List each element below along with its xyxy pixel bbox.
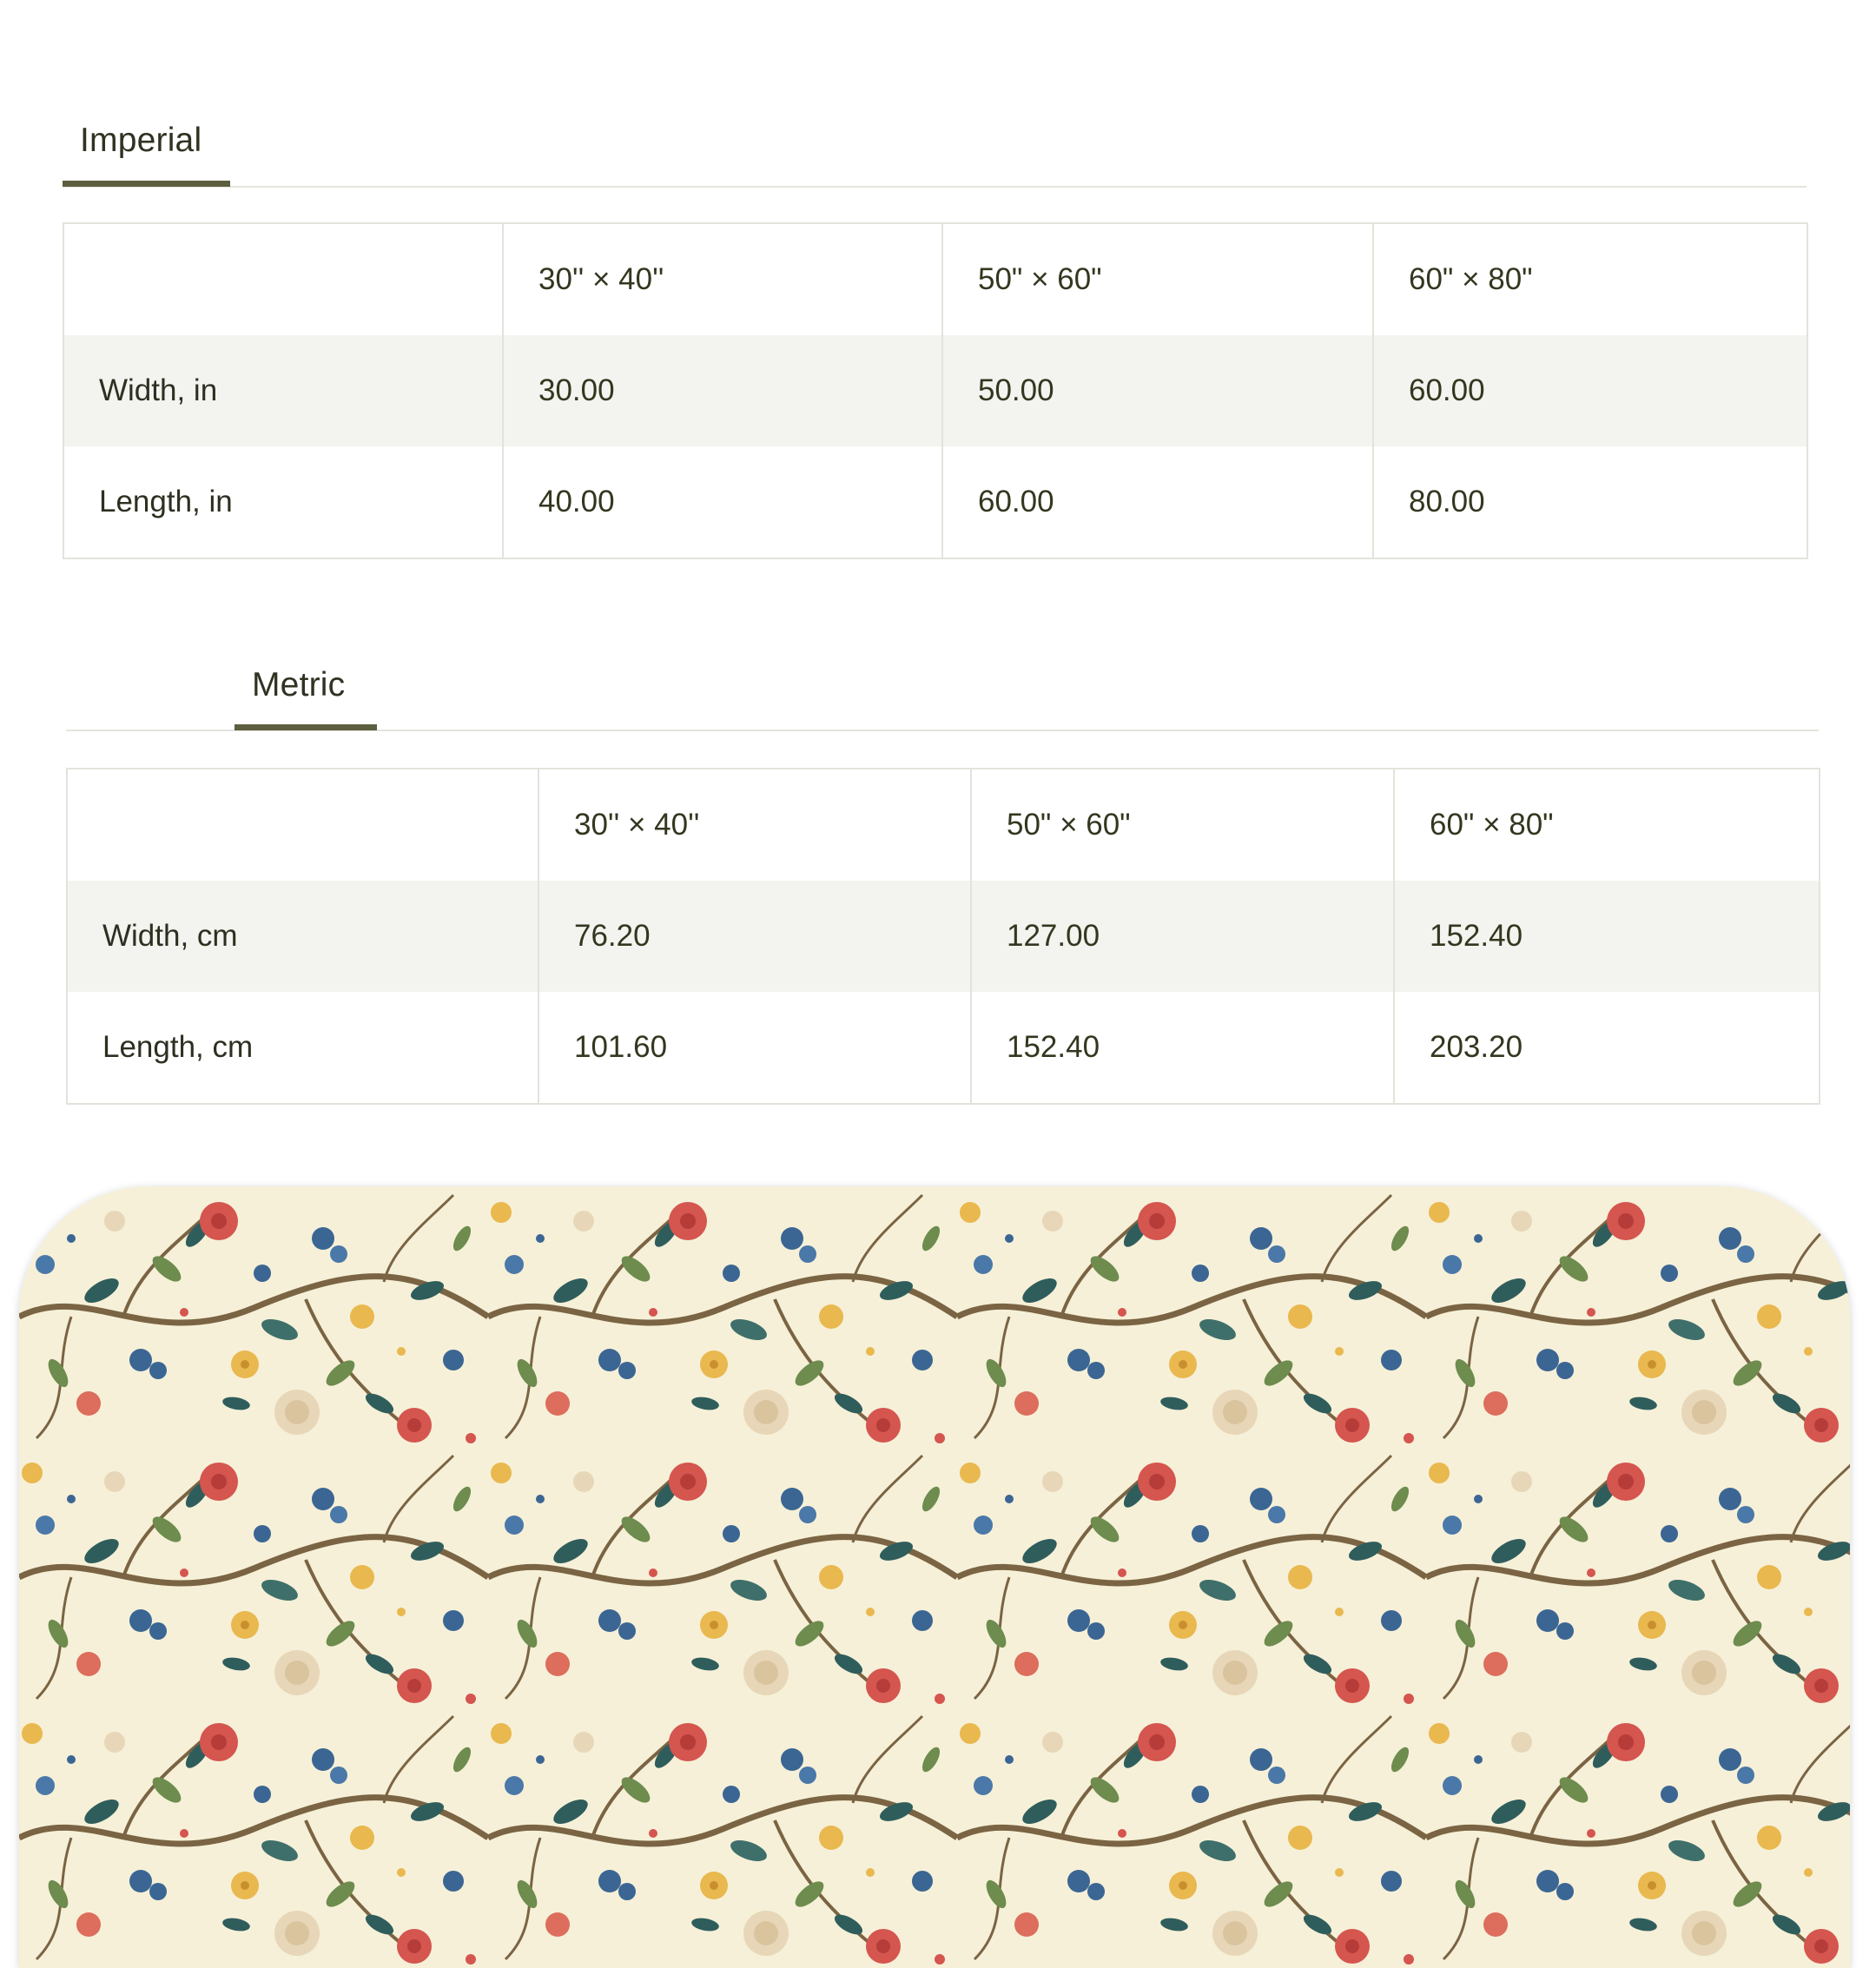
table-cell: 76.20	[538, 881, 971, 992]
header-cell-size: 30'' × 40''	[503, 223, 942, 335]
table-cell: 60.00	[1373, 335, 1807, 446]
header-cell-empty	[67, 769, 538, 881]
row-label: Length, in	[99, 485, 233, 518]
table-cell: 60.00	[942, 446, 1373, 558]
header-cell-size: 60" × 80"	[1394, 769, 1820, 881]
table-cell: 152.40	[971, 992, 1394, 1104]
tab-metric-underline	[234, 724, 377, 730]
table-cell: 40.00	[503, 446, 942, 558]
table-row	[67, 881, 1820, 992]
table-header-row	[63, 223, 1807, 335]
tab-divider	[63, 186, 1807, 188]
table-cell: 101.60	[538, 992, 971, 1104]
tab-imperial[interactable]: Imperial	[80, 122, 202, 159]
table-cell: 50.00	[942, 335, 1373, 446]
header-cell-size: 50" × 60"	[942, 223, 1373, 335]
table-cell: 80.00	[1373, 446, 1807, 558]
table-cell: 203.20	[1394, 992, 1820, 1104]
row-label: Width, in	[63, 335, 503, 446]
tab-imperial-underline	[63, 181, 230, 187]
table-row	[67, 992, 1820, 1104]
row-label: Width, cm	[67, 881, 538, 992]
table-cell: 152.40	[1394, 881, 1820, 992]
tab-metric[interactable]: Metric	[252, 666, 346, 703]
row-label: Length, cm	[102, 1030, 254, 1064]
table-row	[63, 446, 1807, 558]
header-cell-empty	[63, 223, 503, 335]
table-cell: 127.00	[971, 881, 1394, 992]
floral-pattern	[19, 1186, 1850, 1968]
table-row	[63, 335, 1807, 446]
imperial-size-table	[63, 222, 1808, 559]
header-cell-size: 60" × 80"	[1373, 223, 1807, 335]
table-cell: 30.00	[503, 335, 942, 446]
header-cell-size: 30'' × 40''	[538, 769, 971, 881]
table-header-row	[67, 769, 1820, 881]
metric-size-table	[66, 768, 1820, 1105]
header-cell-size: 50" × 60"	[971, 769, 1394, 881]
product-image-blanket	[19, 1186, 1850, 1968]
